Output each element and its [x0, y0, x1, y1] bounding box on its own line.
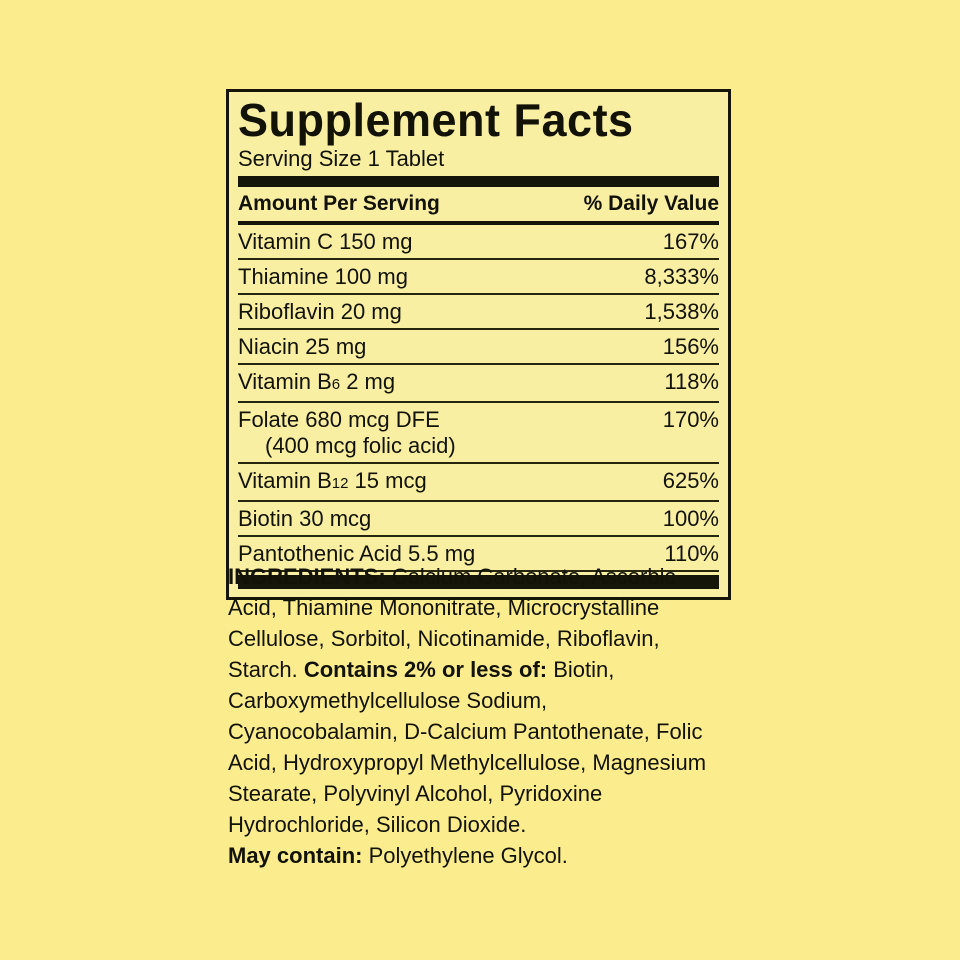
- ingredients-label: INGREDIENTS:: [228, 564, 386, 589]
- nutrient-row-riboflavin: [238, 295, 719, 330]
- nutrient-name: Biotin 30 mcg: [238, 506, 372, 531]
- may-contain-label: May contain:: [228, 843, 363, 868]
- supplement-facts-panel: [226, 89, 731, 600]
- nutrient-note: (400 mcg folic acid): [265, 433, 456, 458]
- nutrient-name: Folate 680 mcg DFE (400 mcg folic acid): [238, 407, 456, 458]
- supplement-facts-title: Supplement Facts: [238, 93, 634, 146]
- nutrient-daily-value: 1,538%: [644, 299, 719, 324]
- nutrient-name: Vitamin B12 15 mcg: [238, 468, 427, 493]
- nutrient-daily-value: 170%: [662, 407, 719, 432]
- nutrient-row-vitamin-c: [238, 225, 719, 260]
- amount-per-serving-header: Amount Per Serving: [238, 192, 440, 215]
- ingredients-list-main: Calcium Carbonate, Ascorbic Acid, Thiamine Mononitrate, Microcrystalline Cellulose, Sorbitol, Nicotinamide, Riboflavin, Starch.: [228, 564, 676, 682]
- nutrient-row-vitamin-b6: [238, 365, 719, 403]
- nutrient-daily-value: 156%: [662, 334, 719, 359]
- nutrient-row-folate: [238, 403, 719, 464]
- nutrient-daily-value: 167%: [662, 229, 719, 254]
- column-header-row: [238, 187, 719, 225]
- nutrient-row-niacin: [238, 330, 719, 365]
- ingredients-list-minor: Biotin, Carboxymethylcellulose Sodium, Cyanocobalamin, D-Calcium Pantothenate, Folic Acid, Hydroxypropyl Methylcellulose, Magnesium Stearate, Polyvinyl Alcohol, Pyridoxine Hydrochloride, Silicon Dioxide.: [228, 657, 707, 837]
- nutrient-row-vitamin-b12: [238, 464, 719, 502]
- nutrient-row-thiamine: [238, 260, 719, 295]
- nutrient-daily-value: 100%: [662, 506, 719, 531]
- nutrient-name: Niacin 25 mg: [238, 334, 367, 359]
- may-contain-list: Polyethylene Glycol.: [368, 843, 568, 868]
- nutrient-name: Thiamine 100 mg: [238, 264, 408, 289]
- nutrient-name: Riboflavin 20 mg: [238, 299, 402, 324]
- contains-label: Contains 2% or less of:: [303, 657, 548, 682]
- nutrient-daily-value: 110%: [664, 541, 719, 566]
- top-divider-bar: [238, 176, 719, 187]
- nutrient-daily-value: 118%: [664, 369, 719, 394]
- daily-value-header: % Daily Value: [583, 192, 719, 215]
- subscript-number: 12: [331, 475, 349, 492]
- nutrient-daily-value: 8,333%: [644, 264, 719, 289]
- ingredients-paragraph: [228, 561, 709, 871]
- nutrient-name: Vitamin C 150 mg: [238, 229, 413, 254]
- nutrient-daily-value: 625%: [662, 468, 719, 493]
- nutrient-name: Pantothenic Acid 5.5 mg: [238, 541, 476, 566]
- nutrient-name: Vitamin B6 2 mg: [238, 369, 396, 394]
- serving-size: Serving Size 1 Tablet: [238, 146, 445, 171]
- subscript-number: 6: [331, 376, 341, 393]
- nutrient-row-biotin: [238, 502, 719, 537]
